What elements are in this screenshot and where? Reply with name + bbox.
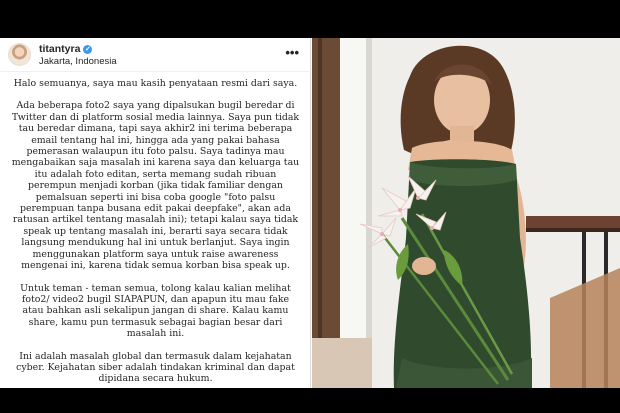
caption-paragraph: Ada beberapa foto2 saya yang dipalsukan bugil beredar di Twitter dan di platform sosial media lainnya. Saya pun tidak tau beredar dimana, tapi saya akhir2 ini terima beberapa email tentang hal ini, hingga ada yang pakai bahasa pemerasan walaupun itu foto palsu. Saya tadinya mau mengabaikan saja masalah ini karena saya dan keluarga tau itu adalah foto editan, serta memang sudah ribuan perempun menjadi korban (jika tidak familiar dengan pemalsuan seperti ini bisa coba google "foto palsu perempuan tanpa busana edit pakai deepfake", akan ada ratusan artikel tentang masalah ini); tetapi kalau saya tidak speak up tentang masalah ini, berarti saya secara tidak langsung mendukung hal ini untuk berlanjut. Saya ingin menggunakan platform saya untuk raise awareness mengenai ini, karena tidak semua korban bisa speak up. — [11, 100, 300, 272]
post-header — [0, 38, 311, 72]
post-photo[interactable] — [312, 38, 620, 388]
instagram-post-frame — [0, 38, 620, 388]
caption-paragraph: Ini adalah masalah global dan termasuk dalam kejahatan cyber. Kejahatan siber adalah tindakan kriminal dan dapat dipidana secara hukum. — [16, 350, 295, 385]
username[interactable] — [39, 43, 92, 55]
more-options-icon[interactable]: ••• — [285, 45, 299, 60]
verified-badge-icon: ✓ — [85, 46, 91, 53]
caption-paragraph: Untuk teman - teman semua, tolong kalau kalian melihat foto2/ video2 bugil SIAPAPUN, dan apapun itu mau fake atau bahkan asli sekalipun jangan di share. Kalau kamu share, kamu pun termasuk sebagai bagian besar dari masalah ini. — [20, 282, 291, 340]
username-text[interactable]: titantyra — [39, 43, 81, 55]
post-panel — [0, 38, 311, 388]
avatar[interactable] — [8, 43, 31, 66]
post-caption — [0, 78, 311, 388]
location[interactable]: Jakarta, Indonesia — [39, 56, 117, 67]
caption-paragraph: Halo semuanya, saya mau kasih penyataan resmi dari saya. — [13, 78, 298, 89]
